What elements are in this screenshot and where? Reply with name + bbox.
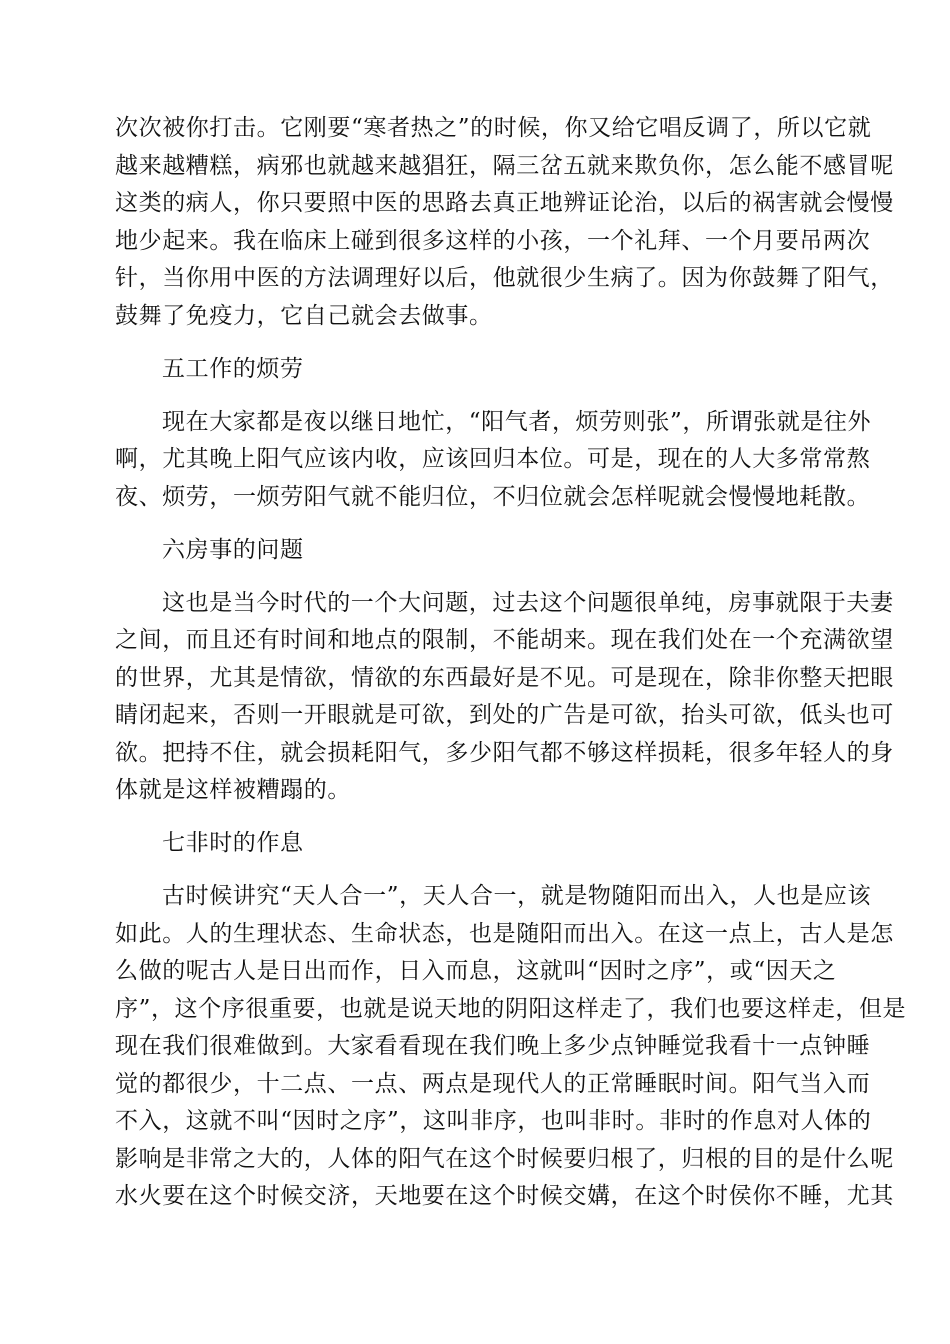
text-line: 的世界，尤其是情欲，情欲的东西最好是不见。可是现在，除非你整天把眼	[115, 664, 894, 691]
text-line: 这也是当今时代的一个大问题，过去这个问题很单纯，房事就限于夫妻	[162, 589, 894, 616]
paragraph-gap	[115, 516, 835, 532]
text-line: 这类的病人，你只要照中医的思路去真正地辨证论治，以后的祸害就会慢慢	[115, 190, 894, 216]
paragraph-gap	[115, 388, 835, 404]
document-body	[115, 110, 907, 1216]
paragraph-gap	[115, 335, 835, 351]
section-heading-7: 七非时的作息	[162, 830, 304, 856]
paragraph-3	[115, 585, 894, 810]
text-line: 夜、烦劳，一烦劳阳气就不能归位，不归位就会怎样呢就会慢慢地耗散。	[115, 483, 871, 510]
text-line: 么做的呢古人是日出而作，日入而息，这就叫“因时之序”，或“因天之	[115, 958, 837, 984]
paragraph-4	[115, 878, 907, 1216]
text-line: 体就是这样被糟蹋的。	[115, 777, 351, 803]
paragraph-2	[115, 404, 872, 517]
paragraph-gap	[115, 810, 835, 826]
text-line: 影响是非常之大的，人体的阳气在这个时候要归根了，归根的目的是什么呢	[115, 1145, 894, 1172]
text-line: 不入，这就不叫“因时之序”，这叫非序，也叫非时。非时的作息对人体的	[115, 1108, 872, 1134]
text-line: 序”，这个序很重要，也就是说天地的阴阳这样走了，我们也要这样走，但是	[115, 995, 907, 1022]
text-line: 觉的都很少，十二点、一点、两点是现代人的正常睡眠时间。阳气当入而	[115, 1070, 871, 1097]
paragraph-gap	[115, 863, 835, 879]
text-line: 地少起来。我在临床上碰到很多这样的小孩，一个礼拜、一个月要吊两次	[115, 227, 871, 254]
text-line: 水火要在这个时候交济，天地要在这个时候交媾，在这个时侯你不睡，尤其	[115, 1183, 894, 1209]
text-line: 如此。人的生理状态、生命状态，也是随阳而出入。在这一点上，古人是怎	[115, 920, 894, 947]
text-line: 现在我们很难做到。大家看看现在我们晚上多少点钟睡觉我看十一点钟睡	[115, 1033, 871, 1059]
text-line: 古时候讲究“天人合一”，天人合一，就是物随阳而出入，人也是应该	[162, 883, 872, 909]
text-line: 现在大家都是夜以继日地忙，“阳气者，烦劳则张”，所谓张就是往外	[162, 408, 872, 435]
paragraph-gap	[115, 569, 835, 585]
text-line: 鼓舞了免疫力，它自己就会去做事。	[115, 302, 493, 329]
text-line: 越来越糟糕，病邪也就越来越猖狂，隔三岔五就来欺负你，怎么能不感冒呢	[115, 152, 894, 179]
text-line: 次次被你打击。它刚要“寒者热之”的时候，你又给它唱反调了，所以它就	[115, 115, 872, 141]
text-line: 针，当你用中医的方法调理好以后，他就很少生病了。因为你鼓舞了阳气，	[115, 265, 894, 291]
section-heading-5: 五工作的烦劳	[162, 355, 304, 382]
paragraph-1	[115, 110, 894, 335]
text-line: 啊，尤其晚上阳气应该内收，应该回归本位。可是，现在的人大多常常熬	[115, 446, 871, 472]
text-line: 之间，而且还有时间和地点的限制，不能胡来。现在我们处在一个充满欲望	[115, 627, 894, 653]
section-heading-6: 六房事的问题	[162, 536, 304, 563]
text-line: 欲。把持不住，就会损耗阳气，多少阳气都不够这样损耗，很多年轻人的身	[115, 739, 894, 766]
text-line: 睛闭起来，否则一开眼就是可欲，到处的广告是可欲，抬头可欲，低头也可	[115, 702, 894, 728]
